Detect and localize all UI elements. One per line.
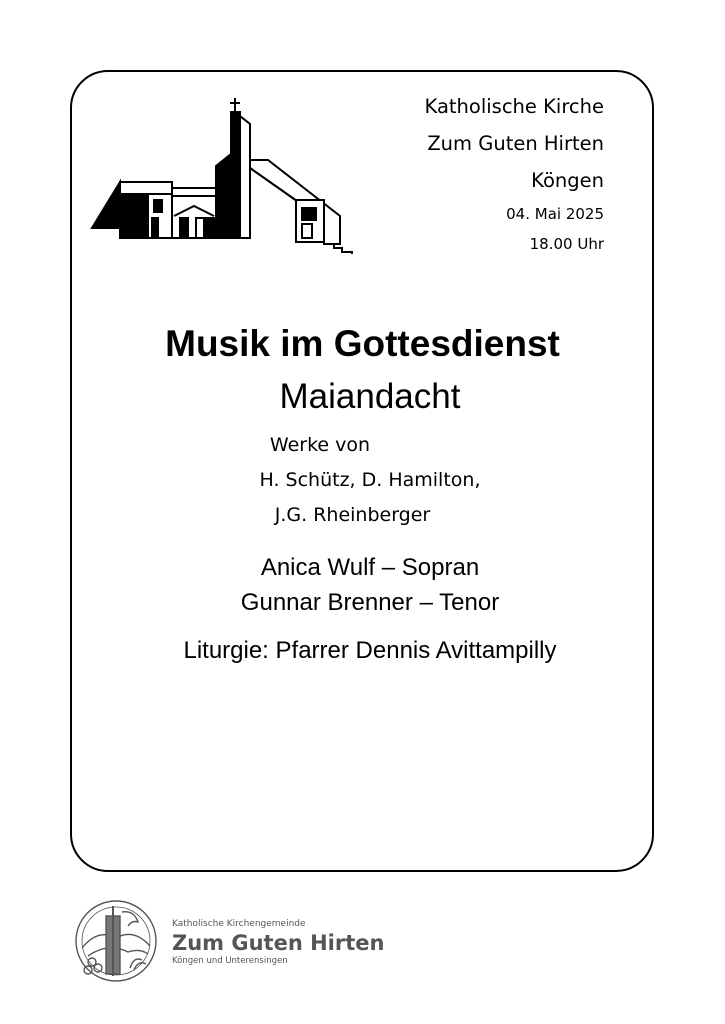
event-time: 18.00 Uhr xyxy=(529,235,604,253)
church-location: Köngen xyxy=(531,169,604,192)
performers-block xyxy=(0,550,725,620)
church-drawing-icon xyxy=(90,96,358,256)
church-info xyxy=(425,88,604,259)
works-block xyxy=(0,428,725,533)
parish-logo-text xyxy=(172,918,384,967)
works-intro: Werke von xyxy=(269,434,371,456)
liturgy-line: Liturgie: Pfarrer Dennis Avittampilly xyxy=(183,637,557,664)
event-title: Musik im Gottesdienst xyxy=(165,323,560,364)
event-date: 04. Mai 2025 xyxy=(506,205,604,223)
composers-line-2: J.G. Rheinberger xyxy=(274,504,431,526)
parish-label: Katholische Kirchengemeinde xyxy=(172,919,306,929)
parish-places: Köngen und Unterensingen xyxy=(172,956,288,966)
shepherd-logo-icon xyxy=(68,898,164,984)
church-type: Katholische Kirche xyxy=(424,95,604,118)
church-name: Zum Guten Hirten xyxy=(427,132,604,155)
composers-line-1: H. Schütz, D. Hamilton, xyxy=(259,469,481,491)
performer-soprano: Anica Wulf – Sopran xyxy=(260,554,480,581)
event-subtitle: Maiandacht xyxy=(279,377,461,416)
parish-name: Zum Guten Hirten xyxy=(172,931,385,955)
performer-tenor: Gunnar Brenner – Tenor xyxy=(240,589,500,616)
